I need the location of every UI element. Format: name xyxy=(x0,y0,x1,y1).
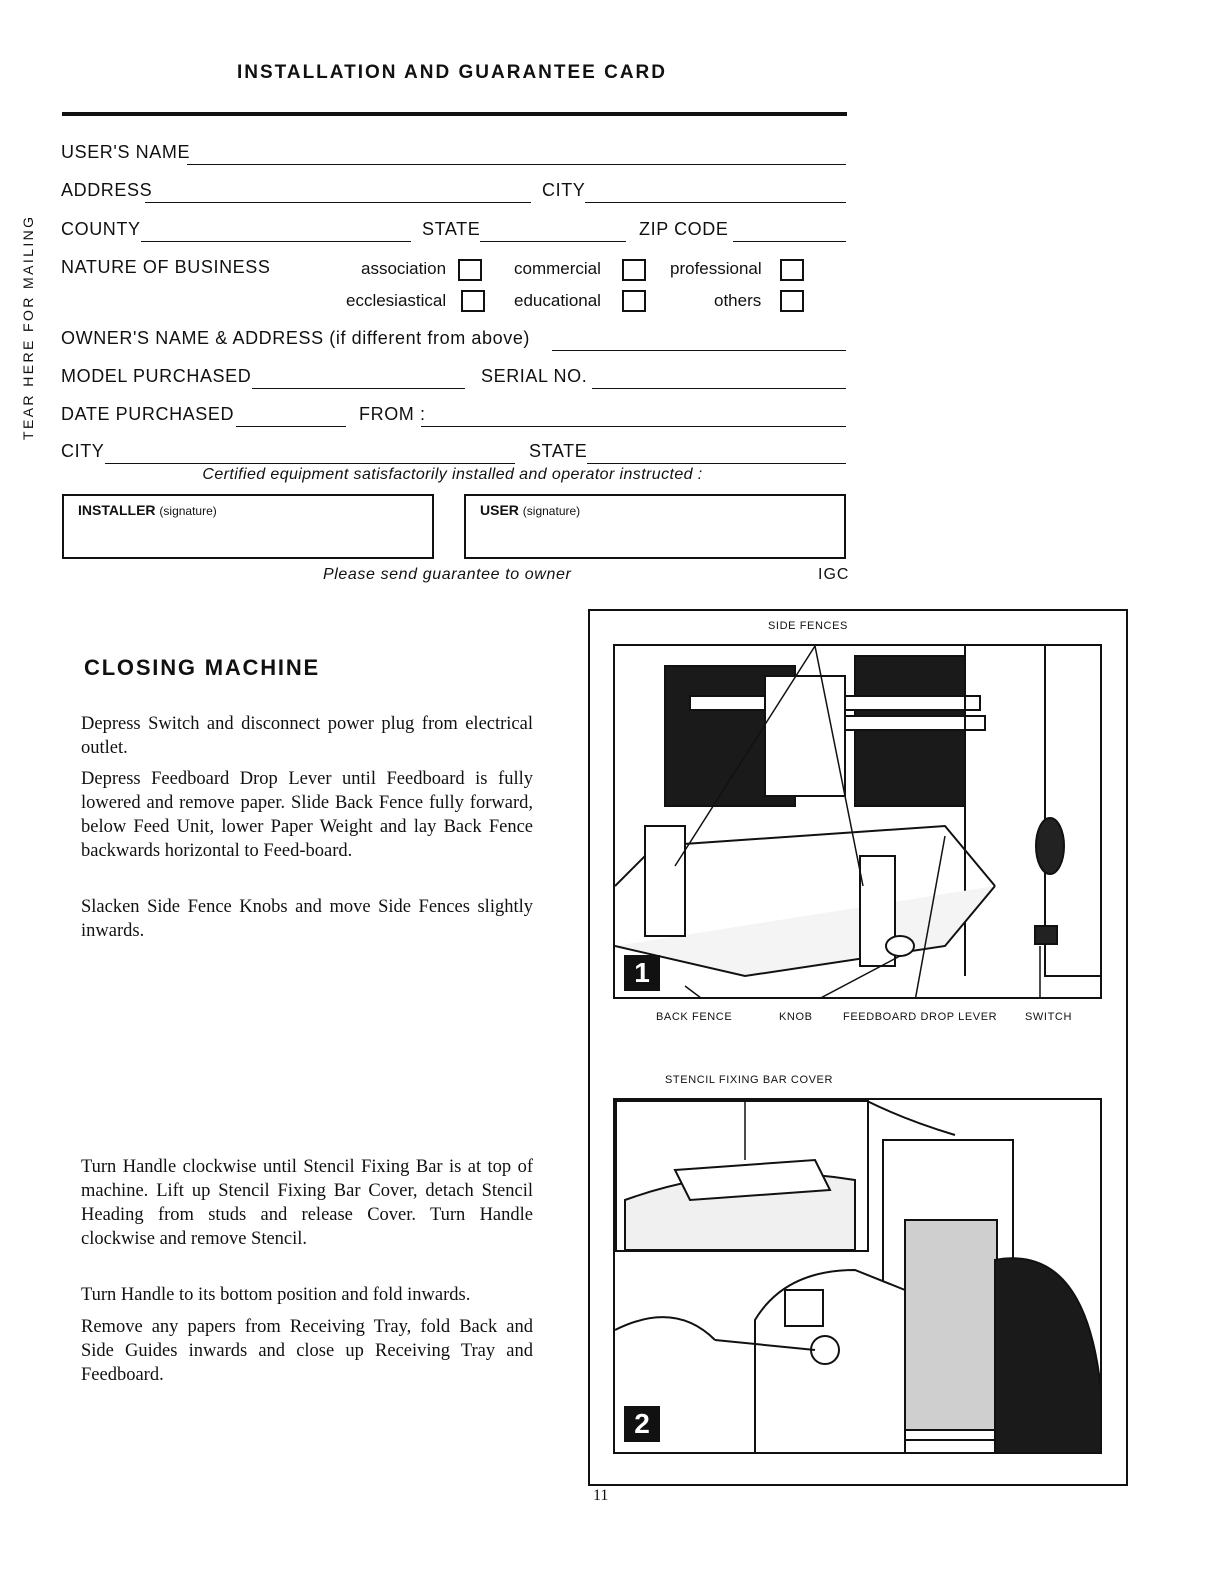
state2-field[interactable] xyxy=(587,463,846,464)
educational-label: educational xyxy=(514,291,601,310)
ecclesiastical-label: ecclesiastical xyxy=(346,291,447,310)
commercial-label: commercial xyxy=(514,259,601,278)
label-switch: SWITCH xyxy=(1025,1011,1072,1023)
installer-label xyxy=(78,502,217,518)
user-note: (signature) xyxy=(522,504,581,518)
label-back-fence: BACK FENCE xyxy=(656,1011,733,1023)
from-label: FROM : xyxy=(359,404,426,424)
switch-shape xyxy=(1035,926,1057,944)
knob-shape xyxy=(886,936,914,956)
installer-signature-box[interactable] xyxy=(62,494,434,559)
page-number: 11 xyxy=(593,1487,609,1504)
label-side-fences: SIDE FENCES xyxy=(768,620,848,632)
date-field[interactable] xyxy=(236,426,346,427)
owner-label: OWNER'S NAME & ADDRESS (if different from above) xyxy=(61,328,531,348)
label-knob: KNOB xyxy=(779,1011,813,1023)
figure-2-number: 2 xyxy=(624,1406,660,1442)
serial-label: SERIAL NO. xyxy=(481,366,588,386)
state-label: STATE xyxy=(422,219,481,239)
city2-field[interactable] xyxy=(105,463,515,464)
commercial-checkbox[interactable] xyxy=(622,259,646,281)
installer-text: INSTALLER xyxy=(78,502,156,518)
date-label: DATE PURCHASED xyxy=(61,404,235,424)
closing-para-1: Depress Switch and disconnect power plug from electrical outlet. xyxy=(81,714,533,758)
address-label: ADDRESS xyxy=(61,180,153,200)
certified-statement: Certified equipment satisfactorily installed and operator instructed : xyxy=(202,466,703,483)
figure-2-illustration xyxy=(613,1098,1102,1454)
users-name-label: USER'S NAME xyxy=(61,142,191,162)
back-fence-pointer xyxy=(685,986,705,999)
tear-here-note: TEAR HERE FOR MAILING xyxy=(20,214,36,440)
figure-1-number: 1 xyxy=(624,955,660,991)
closing-heading: CLOSING MACHINE xyxy=(84,655,320,680)
zip-field[interactable] xyxy=(733,241,846,242)
card-title: INSTALLATION AND GUARANTEE CARD xyxy=(236,62,667,83)
professional-label: professional xyxy=(670,259,762,278)
users-name-field[interactable] xyxy=(187,164,846,165)
user-label xyxy=(480,502,580,518)
association-checkbox[interactable] xyxy=(458,259,482,281)
county-row xyxy=(61,219,846,245)
title-rule xyxy=(62,112,847,116)
users-name-row xyxy=(61,142,846,168)
handle-hub xyxy=(811,1336,839,1364)
closing-para-4: Turn Handle clockwise until Stencil Fixing Bar is at top of machine. Lift up Stencil Fixing Bar Cover, detach Stencil Heading from studs and release Cover. Turn Handle clockwise and remove Stencil. xyxy=(81,1157,533,1249)
others-checkbox[interactable] xyxy=(780,290,804,312)
stencil-print xyxy=(905,1220,997,1430)
logo-plate xyxy=(785,1290,823,1326)
owner-field[interactable] xyxy=(552,350,846,351)
date-row xyxy=(61,404,846,430)
closing-para-2: Depress Feedboard Drop Lever until Feedboard is fully lowered and remove paper. Slide Back Fence fully forward, below Feed Unit, lower Paper Weight and lay Back Fence backwards horizontal to Feed-board. xyxy=(81,769,533,861)
label-feedboard-drop-lever: FEEDBOARD DROP LEVER xyxy=(843,1011,998,1023)
closing-para-6: Remove any papers from Receiving Tray, fold Back and Side Guides inwards and close up Receiving Tray and Feedboard. xyxy=(81,1317,533,1385)
serial-field[interactable] xyxy=(592,388,846,389)
association-label: association xyxy=(361,259,447,278)
owner-row xyxy=(61,328,846,354)
city-state-row xyxy=(61,441,846,467)
city-field[interactable] xyxy=(585,202,846,203)
educational-checkbox[interactable] xyxy=(622,290,646,312)
figure-1-drawing xyxy=(615,646,1102,999)
from-field[interactable] xyxy=(421,426,846,427)
user-signature-box[interactable] xyxy=(464,494,846,559)
nature-label: NATURE OF BUSINESS xyxy=(61,257,271,277)
closing-para-3: Slacken Side Fence Knobs and move Side Fences slightly inwards. xyxy=(81,897,533,941)
zip-label: ZIP CODE xyxy=(639,219,729,239)
others-label: others xyxy=(714,291,762,310)
ecclesiastical-checkbox[interactable] xyxy=(461,290,485,312)
county-label: COUNTY xyxy=(61,219,141,239)
state-field[interactable] xyxy=(480,241,626,242)
model-field[interactable] xyxy=(252,388,465,389)
user-text: USER xyxy=(480,502,519,518)
professional-checkbox[interactable] xyxy=(780,259,804,281)
city2-label: CITY xyxy=(61,441,105,461)
model-label: MODEL PURCHASED xyxy=(61,366,252,386)
figure-2-drawing xyxy=(615,1100,1102,1454)
left-side-fence xyxy=(645,826,685,936)
address-field[interactable] xyxy=(145,202,531,203)
label-stencil-fixing-bar-cover: STENCIL FIXING BAR COVER xyxy=(665,1074,834,1086)
control-dial xyxy=(1036,818,1064,874)
hand-lifting-stencil xyxy=(865,1100,955,1135)
installer-note: (signature) xyxy=(159,504,217,518)
machine-body-side xyxy=(965,646,1102,976)
model-row xyxy=(61,366,846,392)
address-row xyxy=(61,180,846,206)
closing-para-5: Turn Handle to its bottom position and fold inwards. xyxy=(81,1285,471,1305)
card-code: IGC xyxy=(818,566,850,583)
city-label: CITY xyxy=(542,180,586,200)
cylinder-dark xyxy=(995,1258,1102,1454)
figure-1-illustration xyxy=(613,644,1102,999)
send-guarantee-note: Please send guarantee to owner xyxy=(323,566,572,583)
state2-label: STATE xyxy=(529,441,588,461)
county-field[interactable] xyxy=(141,241,411,242)
